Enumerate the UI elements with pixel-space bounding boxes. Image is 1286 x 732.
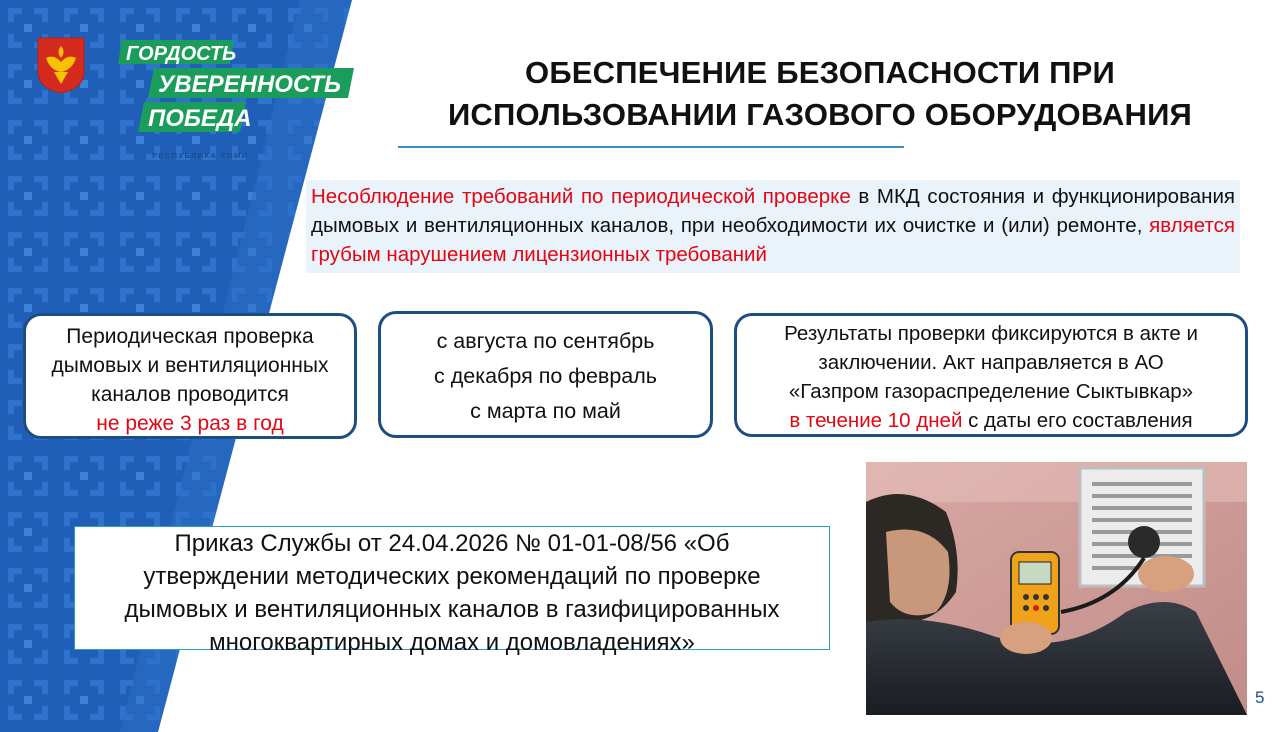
order-line3: дымовых и вентиляционных каналов в газифицированных <box>124 596 780 623</box>
coat-of-arms-icon <box>36 36 86 94</box>
frequency-red: не реже 3 раз в год <box>96 412 284 435</box>
intro-red-start: Несоблюдение требований по периодической проверке <box>311 185 851 208</box>
title-line2: ИСПОЛЬЗОВАНИИ ГАЗОВОГО ОБОРУДОВАНИЯ <box>447 97 1193 132</box>
results-line3: «Газпром газораспределение Сыктывкар» <box>788 380 1194 403</box>
logo-line3: ПОБЕДА <box>148 105 252 132</box>
results-red: в течение 10 дней <box>789 409 963 432</box>
intro-paragraph <box>306 180 1240 273</box>
frequency-line2: дымовых и вентиляционных <box>51 354 329 377</box>
order-line1: Приказ Службы от 24.04.2026 № 01-01-08/56 «Об <box>174 530 730 557</box>
technician-photo <box>866 462 1247 715</box>
page-title <box>400 52 1240 136</box>
results-line1: Результаты проверки фиксируются в акте и <box>784 322 1198 345</box>
slogan-logo <box>114 34 358 164</box>
frequency-line3: каналов проводится <box>91 383 289 406</box>
page-number: 5 <box>1255 688 1265 707</box>
results-card <box>734 313 1248 437</box>
title-underline <box>398 146 904 148</box>
results-line2: заключении. Акт направляется в АО <box>818 351 1164 374</box>
intro-middle: в МКД состояния и функционирования дымовых и вентиляционных каналов, при необходимости их очистке и (или) ремонте, <box>311 185 1235 237</box>
logo-subtitle: РЕСПУБЛИКА КОМИ <box>152 151 249 160</box>
order-line4: многоквартирных домах и домовладениях» <box>209 629 695 656</box>
period-2: с декабря по февраль <box>433 364 657 388</box>
title-line1: ОБЕСПЕЧЕНИЕ БЕЗОПАСНОСТИ ПРИ <box>525 55 1115 90</box>
logo-line1: ГОРДОСТЬ <box>126 43 237 65</box>
logo-line2: УВЕРЕННОСТЬ <box>158 71 342 98</box>
order-line2: утверждении методических рекомендаций по проверке <box>143 563 761 590</box>
intro-red-end: является грубым нарушением лицензионных требований <box>311 214 1235 266</box>
frequency-line1: Периодическая проверка <box>66 325 314 348</box>
periods-card <box>378 311 713 438</box>
frequency-card <box>23 313 357 439</box>
results-line4 <box>737 406 1245 435</box>
results-tail: с даты его составления <box>962 409 1193 432</box>
period-1: с августа по сентябрь <box>436 329 655 353</box>
order-box <box>74 526 830 656</box>
period-3: с марта по май <box>470 399 621 423</box>
